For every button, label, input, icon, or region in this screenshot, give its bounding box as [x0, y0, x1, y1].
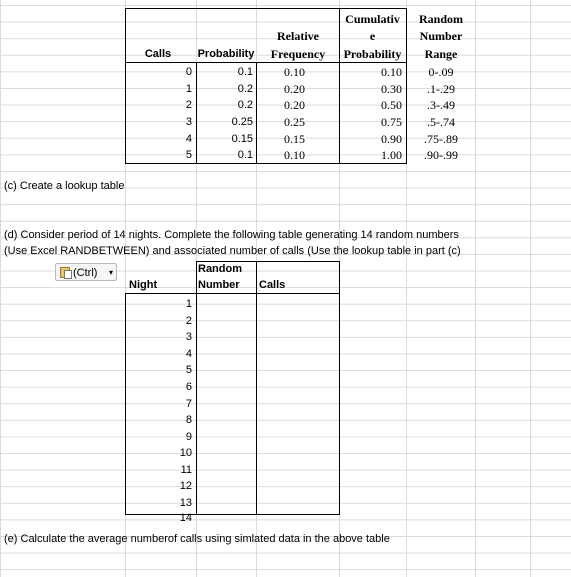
header-random-number-2[interactable]: Number [198, 279, 240, 291]
cell-calls[interactable]: 1 [185, 83, 192, 95]
cell-probability[interactable]: 0.15 [231, 133, 253, 145]
chevron-down-icon: ▾ [109, 268, 114, 277]
note-e[interactable]: (e) Calculate the average numberof calls using simlated data in the above table [4, 533, 390, 545]
cell-relative[interactable]: 0.10 [284, 148, 305, 162]
cell-night[interactable]: 11 [180, 464, 192, 476]
header-cumulative-2[interactable]: e [369, 29, 376, 43]
cell-relative[interactable]: 0.20 [284, 82, 305, 96]
grid-column-line [475, 0, 476, 577]
cell-relative[interactable]: 0.20 [284, 98, 305, 112]
note-d-line1[interactable]: (d) Consider period of 14 nights. Complete the following table generating 14 random numbers [4, 229, 459, 241]
cell-range[interactable]: .90-.99 [424, 148, 458, 162]
cell-probability[interactable]: 0.1 [237, 149, 253, 161]
cell-cumulative[interactable]: 0.30 [381, 82, 402, 96]
cell-calls[interactable]: 5 [185, 149, 192, 161]
cell-probability[interactable]: 0.25 [231, 116, 253, 128]
header-random-3[interactable]: Range [424, 47, 458, 61]
cell-relative[interactable]: 0.15 [284, 132, 305, 146]
header-cumulative-3[interactable]: Probability [343, 47, 402, 61]
grid-column-line [530, 0, 531, 577]
cell-night[interactable]: 5 [185, 364, 192, 376]
header-probability[interactable]: Probability [197, 48, 255, 60]
cell-cumulative[interactable]: 0.75 [381, 115, 402, 129]
cell-night[interactable]: 1 [185, 298, 192, 310]
cell-night[interactable]: 4 [185, 348, 192, 360]
cell-cumulative[interactable]: 1.00 [381, 148, 402, 162]
cell-night[interactable]: 10 [179, 447, 192, 459]
cell-night[interactable]: 12 [179, 480, 192, 492]
cell-range[interactable]: .3-.49 [427, 98, 455, 112]
cell-relative[interactable]: 0.10 [284, 65, 305, 79]
header-random-2[interactable]: Number [419, 29, 463, 43]
cell-calls[interactable]: 0 [185, 66, 192, 78]
cell-range[interactable]: .1-.29 [427, 82, 455, 96]
cell-night[interactable]: 9 [185, 431, 192, 443]
cell-cumulative[interactable]: 0.10 [381, 65, 402, 79]
header-calls[interactable]: Calls [259, 279, 286, 291]
header-night[interactable]: Night [129, 279, 158, 291]
cell-relative[interactable]: 0.25 [284, 115, 305, 129]
cell-night[interactable]: 3 [185, 331, 192, 343]
paste-options-label: (Ctrl) [73, 267, 98, 279]
cell-night[interactable]: 7 [185, 398, 192, 410]
clipboard-icon [60, 267, 70, 278]
header-random-1[interactable]: Random [418, 12, 463, 26]
cell-calls[interactable]: 2 [185, 99, 192, 111]
cell-probability[interactable]: 0.1 [237, 66, 253, 78]
header-cumulative-1[interactable]: Cumulativ [345, 12, 400, 26]
cell-calls[interactable]: 3 [185, 116, 192, 128]
header-relative-frequency-2[interactable]: Frequency [270, 47, 326, 61]
cell-cumulative[interactable]: 0.50 [381, 98, 402, 112]
header-relative-frequency-1[interactable]: Relative [277, 29, 319, 43]
note-d-line2[interactable]: (Use Excel RANDBETWEEN) and associated number of calls (Use the lookup table in part (c) [4, 245, 461, 257]
cell-range[interactable]: 0-.09 [428, 65, 454, 79]
cell-probability[interactable]: 0.2 [237, 99, 253, 111]
cell-night[interactable]: 6 [185, 381, 192, 393]
header-random-number-1[interactable]: Random [198, 263, 242, 275]
cell-night[interactable]: 2 [185, 315, 192, 327]
header-calls[interactable]: Calls [144, 48, 172, 60]
cell-range[interactable]: .75-.89 [424, 132, 458, 146]
note-c[interactable]: (c) Create a lookup table [4, 180, 125, 192]
cell-night[interactable]: 13 [179, 497, 192, 509]
cell-night[interactable]: 8 [185, 414, 192, 426]
cell-probability[interactable]: 0.2 [237, 83, 253, 95]
paste-options-button[interactable] [55, 263, 117, 281]
cell-night[interactable]: 14 [179, 512, 192, 524]
cell-calls[interactable]: 4 [185, 133, 192, 145]
cell-cumulative[interactable]: 0.90 [381, 132, 402, 146]
cell-range[interactable]: .5-.74 [427, 115, 455, 129]
